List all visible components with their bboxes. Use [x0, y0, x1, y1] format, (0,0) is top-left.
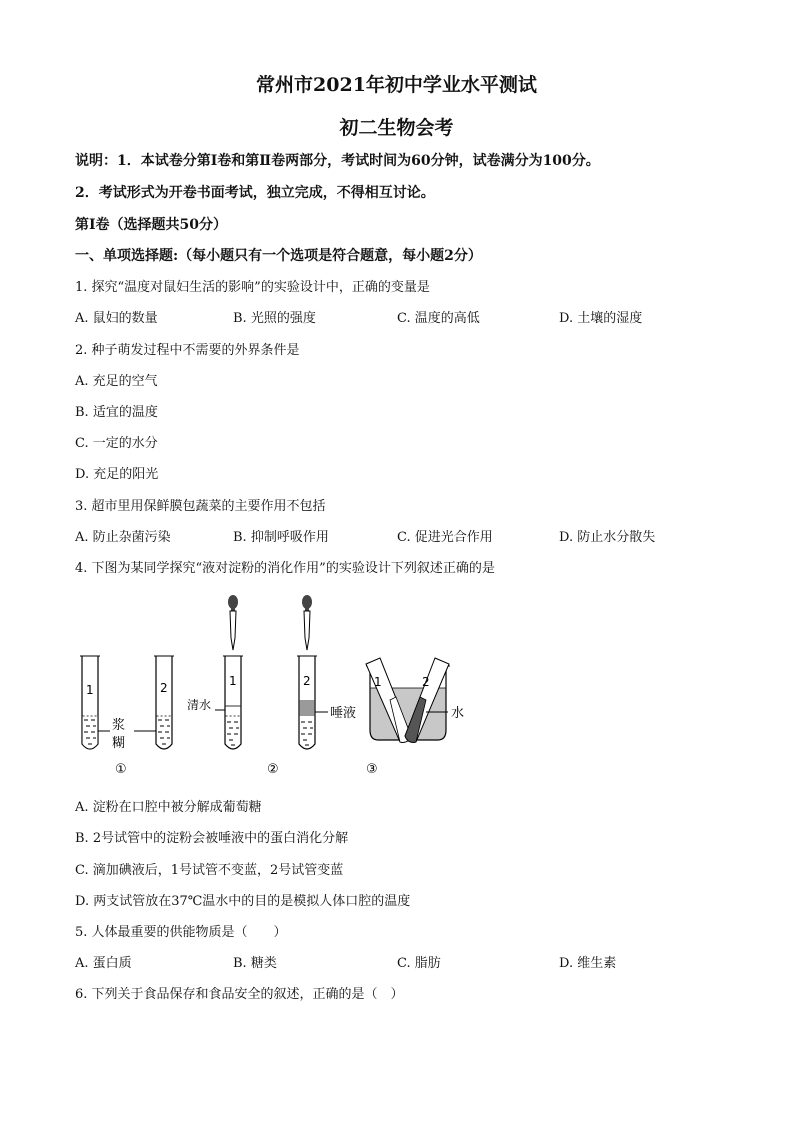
tube-1-number-step2: 1: [229, 674, 237, 688]
question-2-option-b: B. 适宜的温度: [75, 405, 158, 420]
question-3-option-c: C. 促进光合作用: [397, 530, 493, 545]
paste-label-top: 浆: [112, 718, 126, 733]
paste-label-bottom: 糊: [112, 736, 126, 751]
question-4-option-a: A. 淀粉在口腔中被分解成葡萄糖: [75, 800, 262, 815]
question-2-option-c: C. 一定的水分: [75, 436, 158, 451]
instruction-line-2: 2．考试形式为开卷书面考试，独立完成，不得相互讨论。: [75, 185, 435, 201]
instruction-line-1: 说明：1．本试卷分第Ⅰ卷和第Ⅱ卷两部分，考试时间为60分钟，试卷满分为100分。: [75, 153, 600, 169]
saliva-label: 唾液: [330, 706, 357, 721]
question-1-option-c: C. 温度的高低: [397, 311, 480, 326]
question-1-option-a: A. 鼠妇的数量: [75, 311, 158, 326]
question-2-option-a: A. 充足的空气: [75, 374, 158, 389]
step-1-marker: ①: [115, 762, 127, 777]
question-4-option-b: B. 2号试管中的淀粉会被唾液中的蛋白消化分解: [75, 831, 349, 846]
question-3-option-a: A. 防止杂菌污染: [75, 530, 171, 545]
question-4-stem: 4. 下图为某同学探究“液对淀粉的消化作用”的实验设计下列叙述正确的是: [75, 561, 495, 576]
page-subtitle: 初二生物会考: [339, 117, 454, 139]
water-label: 清水: [187, 698, 212, 712]
beaker-tube-2-number: 2: [422, 675, 430, 689]
question-5-option-a: A. 蛋白质: [75, 956, 132, 971]
tube-2-number-step2: 2: [303, 674, 311, 688]
question-3-option-b: B. 抑制呼吸作用: [233, 530, 329, 545]
step-3-marker: ③: [366, 762, 378, 777]
question-1-option-d: D. 土壤的湿度: [559, 311, 643, 326]
question-4-option-d: D. 两支试管放在37℃温水中的目的是模拟人体口腔的温度: [75, 894, 411, 909]
dropper-2: [302, 595, 312, 650]
question-1-stem: 1. 探究“温度对鼠妇生活的影响”的实验设计中，正确的变量是: [75, 280, 430, 295]
question-5-option-d: D. 维生素: [559, 956, 617, 971]
question-4-option-c: C. 滴加碘液后，1号试管不变蓝，2号试管变蓝: [75, 863, 344, 878]
question-2-option-d: D. 充足的阳光: [75, 467, 159, 482]
step-2-marker: ②: [267, 762, 279, 777]
part-title: 第Ⅰ卷（选择题共50分）: [75, 217, 228, 233]
test-tube-1: [80, 656, 100, 749]
experiment-figure: [70, 588, 490, 783]
page-title: 常州市2021年初中学业水平测试: [256, 74, 537, 96]
question-5-option-c: C. 脂肪: [397, 956, 441, 971]
test-tube-1-with-water: [223, 656, 243, 749]
section-heading: 一、单项选择题:（每小题只有一个选项是符合题意，每小题2分）: [75, 248, 482, 264]
question-5-option-b: B. 糖类: [233, 956, 277, 971]
question-3-option-d: D. 防止水分散失: [559, 530, 656, 545]
dropper-1: [228, 595, 238, 650]
question-2-stem: 2. 种子萌发过程中不需要的外界条件是: [75, 343, 300, 358]
question-5-stem: 5. 人体最重要的供能物质是（ ）: [75, 925, 287, 940]
question-1-option-b: B. 光照的强度: [233, 311, 316, 326]
beaker-water-label: 水: [451, 706, 465, 721]
tube-2-number: 2: [160, 681, 168, 695]
test-tube-2-with-saliva: [297, 656, 317, 749]
question-6-stem: 6. 下列关于食品保存和食品安全的叙述，正确的是（ ）: [75, 987, 404, 1002]
beaker-tube-1-number: 1: [374, 675, 382, 689]
question-3-stem: 3. 超市里用保鲜膜包蔬菜的主要作用不包括: [75, 499, 326, 514]
tube-1-number: 1: [86, 683, 94, 697]
test-tube-2: [154, 656, 174, 749]
